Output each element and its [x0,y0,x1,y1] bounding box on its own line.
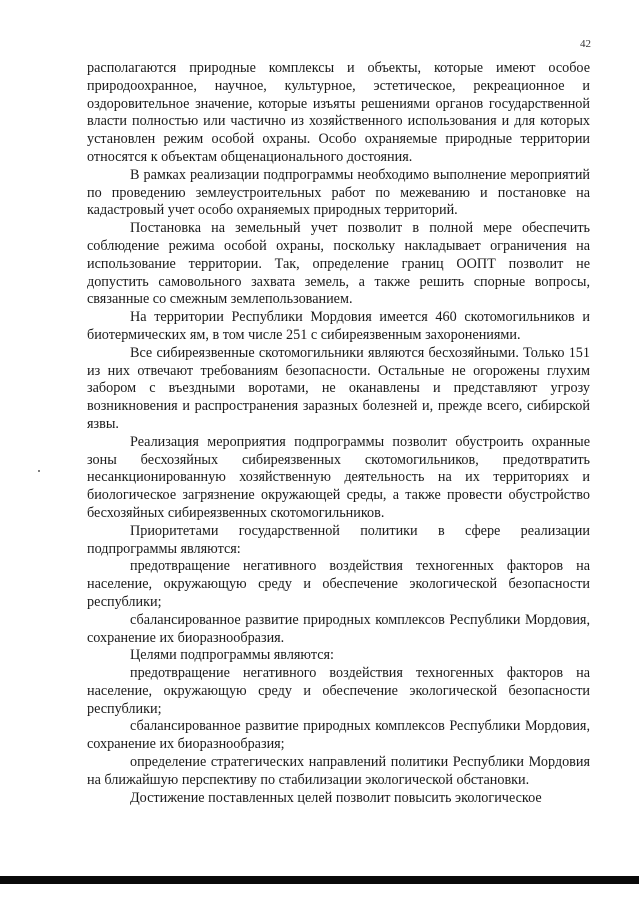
paragraph: определение стратегических направлений политики Республики Мордовия на ближайшую перспективу по стабилизации экологической обстановки. [87,754,590,788]
paragraph: Достижение поставленных целей позволит повысить экологическое [130,789,542,806]
paragraph: сбалансированное развитие природных комплексов Республики Мордовия, сохранение их биоразнообразия; [87,718,590,753]
paragraph: располагаются природные комплексы и объекты, которые имеют особое природоохранное, научное, культурное, эстетическое, рекреационное и оздоровительное значение, которые изъяты решениями органов государственной власти полностью или частично из хозяйственного использования и для которых установлен режим особой охраны. Особо охраняемые природные территории относятся к объектам общенационального достояния. [87,60,590,165]
paragraph: Реализация мероприятия подпрограммы позволит обустроить охранные зоны бесхозяйных сибиреязвенных скотомогильников, предотвратить несанкционированную хозяйственную деятельность на их территориях и биологическое загрязнение окружающей среды, а также провести обустройство бесхозяйных сибиреязвенных скотомогильников. [87,433,590,521]
scan-speck [38,470,40,472]
scan-edge-bar [0,876,639,884]
paragraph: На территории Республики Мордовия имеется 460 скотомогильников и биотермических ям, в том числе 251 с сибиреязвенным захоронениями. [87,309,590,343]
page-number: 42 [580,38,591,50]
paragraph: В рамках реализации подпрограммы необходимо выполнение мероприятий по проведению землеустроительных работ по межеванию и постановке на кадастровый учет особо охраняемых природных территорий. [87,166,590,219]
paragraph: предотвращение негативного воздействия техногенных факторов на население, окружающую среду и обеспечение экологической безопасности республики; [87,665,590,717]
paragraph: Все сибиреязвенные скотомогильники являются бесхозяйными. Только 151 из них отвечают требованиям безопасности. Остальные не огорожены глухим забором с въездными воротами, не оканавлены и представляют угрозу возникновения и распространения заразных болезней и, прежде всего, сибирской язвы. [87,344,590,432]
paragraph: сбалансированное развитие природных комплексов Республики Мордовия, сохранение их биоразнообразия. [87,611,590,646]
document-body [87,60,590,807]
paragraph: Приоритетами государственной политики в сфере реализации подпрограммы являются: [87,522,590,557]
paragraph: Постановка на земельный учет позволит в полной мере обеспечить соблюдение режима особой охраны, поскольку накладывает ограничения на использование территории. Так, определение границ ООПТ позволит не допустить самовольного захвата земель, а также решить спорные вопросы, связанные со смежным землепользованием. [87,220,590,308]
paragraph: Целями подпрограммы являются: [130,647,334,664]
paragraph: предотвращение негативного воздействия техногенных факторов на население, окружающую среду и обеспечение экологической безопасности республики; [87,558,590,610]
